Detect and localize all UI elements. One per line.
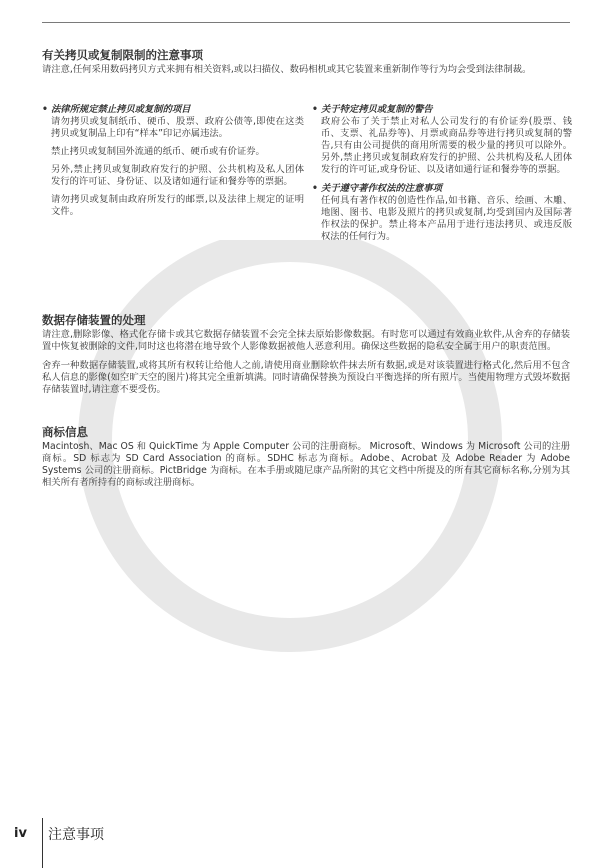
- trademark-section: [42, 425, 570, 489]
- prohibited-paragraph: 请勿拷贝或复制纸币、硬币、股票、政府公债等,即使在这类拷贝或复制品上印有“样本”印记亦属违法。: [51, 116, 304, 139]
- storage-paragraph: 请注意,删除影像、格式化存储卡或其它数据存储装置不会完全抹去原始影像数据。有时您可以通过有效商业软件,从舍弃的存储装置中恢复被删除的文件,同时这也将潜在地导致个人影像数据被他人恶意利用。确保这些数据的隐私安全属于用户的职责范围。: [42, 329, 570, 352]
- right-column: [312, 104, 572, 250]
- storage-paragraph: 舍弃一种数据存储装置,或将其所有权转让给他人之前,请使用商业删除软件抹去所有数据,或是对该装置进行格式化,然后用不包含私人信息的影像(如空旷天空的图片)将其完全重新填满。同时请确保替换为预设白平衡选择的所有照片。当使用物理方式毁坏数据存储装置时,请注意不要受伤。: [42, 360, 570, 395]
- copyright-title: 关于遵守著作权法的注意事项: [321, 183, 442, 194]
- copy-notice-intro: 请注意,任何采用数码拷贝方式来拥有相关资料,或以扫描仪、数码相机或其它装置来重新制作等行为均会受到法律制裁。: [42, 64, 532, 75]
- copyright-text: 任何具有著作权的创造性作品,如书籍、音乐、绘画、木雕、地图、图书、电影及照片的拷贝或复制,均受到国内及国际著作权法的保护。禁止将本产品用于进行违法拷贝、或违反版权法的任何行为。: [321, 195, 572, 242]
- footer-divider: [42, 818, 43, 868]
- warning-block: [312, 104, 572, 176]
- storage-title: 数据存储装置的处理: [42, 313, 146, 327]
- trademark-text: Macintosh、Mac OS 和 QuickTime 为 Apple Computer 公司的注册商标。 Microsoft、Windows 为 Microsoft 公司的注册商标。SD 标志为 SD Card Association 的商标。SDHC 标志为商标。Adobe、Acrobat 及 Adobe Reader 为 Adobe Systems 公司的注册商标。PictBridge 为商标。在本手册或随尼康产品所附的其它文档中所提及的所有其它商标名称,分别为其相关所有者所持有的商标或注册商标。: [42, 441, 570, 488]
- footer-section-title: 注意事项: [48, 827, 104, 843]
- prohibited-paragraph: 禁止拷贝或复制国外流通的纸币、硬币或有价证券。: [51, 146, 265, 157]
- copyright-block: [312, 183, 572, 243]
- bullet-icon: •: [42, 104, 48, 115]
- prohibited-paragraph: 请勿拷贝或复制由政府所发行的邮票,以及法律上规定的证明文件。: [51, 194, 304, 217]
- page-number: iv: [14, 826, 27, 841]
- warning-text: 政府公布了关于禁止对私人公司发行的有价证券(股票、钱币、支票、礼品券等)、月票或商品券等进行拷贝或复制的警告,只有由公司提供的商用所需要的极少量的拷贝可以除外。另外,禁止拷贝或复制政府发行的护照、公共机构及私人团体发行的许可证,或身份证、以及诸如通行证和餐券等的票据。: [321, 116, 572, 175]
- left-column: [42, 104, 304, 225]
- warning-title: 关于特定拷贝或复制的警告: [321, 104, 433, 115]
- storage-section: [42, 313, 570, 396]
- prohibited-paragraph: 另外,禁止拷贝或复制政府发行的护照、公共机构及私人团体发行的许可证、身份证、以及诸如通行证和餐券等的票据。: [51, 164, 304, 187]
- bullet-icon: •: [312, 183, 318, 194]
- top-rule: [42, 22, 570, 23]
- trademark-title: 商标信息: [42, 425, 88, 439]
- copy-notice-section: [42, 48, 570, 76]
- prohibited-items-block: [42, 104, 304, 218]
- bullet-icon: •: [312, 104, 318, 115]
- copy-notice-title: 有关拷贝或复制限制的注意事项: [42, 48, 203, 62]
- prohibited-items-title: 法律所规定禁止拷贝或复制的项目: [51, 104, 191, 115]
